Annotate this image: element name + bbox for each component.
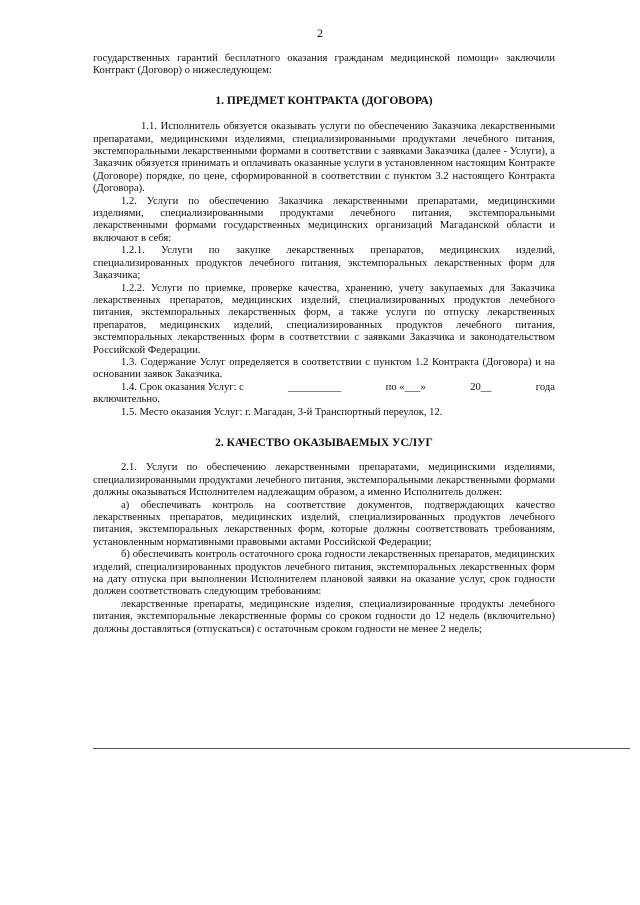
clause-1-1: 1.1. Исполнитель обязуется оказывать услуги по обеспечению Заказчика лекарственными препаратами, медицинскими изделиями, специализированными продуктами лечебного питания, экстемпоральными лекарственными формами в соответствии с заявками Заказчика (далее - Услуги), а Заказчик обязуется принимать и оплачивать оказанные услуги в установленном настоящим Контракте (Договоре) порядке, по цене, сформированной в соответствии с пунктом 3.2 настоящего Контракта (Договора). xyxy=(93,121,555,195)
clause-2-1-b-item: лекарственные препараты, медицинские изделия, специализированные продукты лечебного питания, экстемпоральные лекарственные формы со сроком годности до 12 недель (включительно) должны доставляться (отпускаться) с остаточным сроком годности не менее 2 недель; xyxy=(93,598,555,635)
clause-1-2: 1.2. Услуги по обеспечению Заказчика лекарственными препаратами, медицинскими изделиями, специализированными продуктами лечебного питания, экстемпоральными лекарственными формами государственных медицинских организаций Магаданской области и включают в себя: xyxy=(93,195,555,244)
clause-1-4-blank-start: __________ xyxy=(288,381,342,393)
clause-1-3: 1.3. Содержание Услуг определяется в соответствии с пунктом 1.2 Контракта (Договора) и на основании заявок Заказчика. xyxy=(93,356,555,381)
intro-paragraph: государственных гарантий бесплатного оказания гражданам медицинской помощи» заключили Контракт (Договор) о нижеследующем: xyxy=(93,53,555,77)
clause-1-2-1: 1.2.1. Услуги по закупке лекарственных препаратов, медицинских изделий, специализированных продуктов лечебного питания, экстемпоральных лекарственных форм для Заказчика; xyxy=(93,245,555,282)
clause-2-1-b: б) обеспечивать контроль остаточного срока годности лекарственных препаратов, медицинских изделий, специализированных продуктов лечебного питания, экстемпоральных лекарственных форм на дату отпуска при выполнении Исполнителем плановой заявки на оказание услуг, срок годности должен соответствовать следующим требованиям: xyxy=(93,549,555,598)
clause-1-2-2: 1.2.2. Услуги по приемке, проверке качества, хранению, учету закупаемых для Заказчика лекарственных препаратов, медицинских изделий, специализированных продуктов лечебного питания, экстемпоральных лекарственных форм, а также услуги по отпуску лекарственных препаратов, медицинских изделий, специализированных продуктов лечебного питания, экстемпоральных лекарственных форм в соответствии с заявками Заказчика и законодательством Российской Федерации. xyxy=(93,282,555,356)
page-number: 2 xyxy=(317,26,323,40)
clause-1-5: 1.5. Место оказания Услуг: г. Магадан, 3-й Транспортный переулок, 12. xyxy=(121,406,443,418)
page-bottom-rule xyxy=(93,748,630,749)
document-body xyxy=(93,53,555,636)
clause-1-4 xyxy=(93,382,555,394)
clause-1-4-year-blank: 20__ xyxy=(470,381,492,393)
clause-1-4-label: 1.4. Срок оказания Услуг: с xyxy=(121,381,244,393)
clause-1-4-year-word: года xyxy=(535,381,555,393)
section-2-heading: 2. КАЧЕСТВО ОКАЗЫВАЕМЫХ УСЛУГ xyxy=(215,436,433,449)
clause-1-4-to: по «___» xyxy=(385,381,426,393)
clause-2-1: 2.1. Услуги по обеспечению лекарственными препаратами, медицинскими изделиями, специализированными продуктами лечебного питания, экстемпоральными лекарственными формами должны оказываться Исполнителем надлежащим образом, а именно Исполнитель должен: xyxy=(93,462,555,499)
clause-1-4-end: включительно. xyxy=(93,394,161,406)
clause-2-1-a: а) обеспечивать контроль на соответствие документов, подтверждающих качество лекарственных препаратов, медицинских изделий, специализированных продуктов лечебного питания, экстемпоральных лекарственных форм, которые должны соответствовать требованиям, установленным нормативными правовыми актами Российской Федерации; xyxy=(93,499,555,548)
section-1-heading: 1. ПРЕДМЕТ КОНТРАКТА (ДОГОВОРА) xyxy=(215,94,433,107)
